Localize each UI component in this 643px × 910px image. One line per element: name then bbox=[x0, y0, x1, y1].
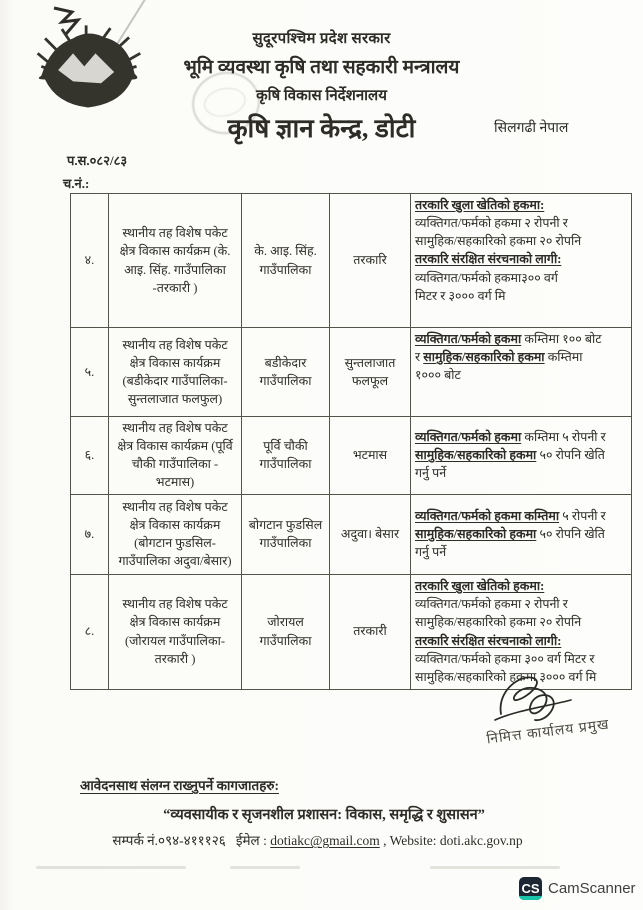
cell-program-name: स्थानीय तह विशेष पकेट क्षेत्र विकास कार्यक्रम (बोगटान फुडसिल- गाउँपालिका अदुवा/बेसार) bbox=[109, 494, 242, 574]
government-line: सुदूरपश्चिम प्रदेश सरकार bbox=[252, 31, 391, 47]
cell-serial-number: ८. bbox=[71, 574, 109, 689]
criteria-line: व्यक्तिगत/फर्मको हकमा कम्तिमा ५ रोपनी र bbox=[415, 430, 606, 445]
cell-municipality: बोगटान फुडसिल गाउँपालिका bbox=[242, 494, 330, 574]
criteria-line: व्यक्तिगत/फर्मको हकमा २ रोपनी र bbox=[415, 597, 568, 612]
dispatch-number: च.नं.: bbox=[63, 176, 90, 191]
criteria-line: सामुहिक/सहकारिको हकमा २० रोपनि bbox=[415, 615, 582, 630]
scan-streak-artifact bbox=[36, 866, 186, 869]
cell-support-criteria bbox=[411, 417, 632, 495]
cell-crop: भटमास bbox=[330, 417, 411, 495]
scan-streak-artifact bbox=[230, 866, 300, 869]
cell-serial-number: ७. bbox=[71, 494, 109, 574]
criteria-line: व्यक्तिगत/फर्मको हकमा ३०० वर्ग मिटर र bbox=[415, 651, 595, 666]
cell-program-name: स्थानीय तह विशेष पकेट क्षेत्र विकास कार्यक्रम (जोरायल गाउँपालिका- तरकारी ) bbox=[109, 574, 242, 689]
criteria-line: तरकारि संरक्षित संरचनाको लागी: bbox=[415, 252, 562, 267]
criteria-line: व्यक्तिगत/फर्मको हकमा कम्तिमा ५ रोपनी र bbox=[415, 508, 606, 523]
cell-support-criteria bbox=[411, 328, 632, 417]
cell-serial-number: ४. bbox=[71, 194, 109, 328]
criteria-line: व्यक्तिगत/फर्मको हकमा २ रोपनी र bbox=[415, 216, 568, 231]
criteria-line: तरकारि खुला खेतिको हकमा: bbox=[415, 579, 545, 594]
cell-crop: अदुवा। बेसार bbox=[330, 494, 411, 574]
website-address: doti.akc.gov.np bbox=[439, 833, 523, 848]
email-address: dotiakc@gmail.com bbox=[270, 833, 380, 848]
criteria-line: तरकारि संरक्षित संरचनाको लागी: bbox=[415, 633, 562, 648]
cell-serial-number: ५. bbox=[71, 328, 109, 417]
cell-program-name: स्थानीय तह विशेष पकेट क्षेत्र विकास कार्यक्रम (पूर्वि चौकी गाउँपालिका - भटमास) bbox=[109, 417, 242, 495]
contact-line bbox=[0, 831, 635, 849]
cell-crop: तरकारि bbox=[330, 194, 411, 328]
office-name: कृषि ज्ञान केन्द्र, डोटी bbox=[227, 114, 416, 143]
scan-streak-artifact bbox=[430, 866, 560, 869]
criteria-line: र सामुहिक/सहकारिको हकमा कम्तिमा bbox=[415, 350, 583, 365]
directorate-name: कृषि विकास निर्देशनालय bbox=[256, 88, 387, 104]
cell-municipality: के. आइ. सिंह. गाउँपालिका bbox=[242, 194, 330, 328]
criteria-line: १००० बोट bbox=[415, 368, 461, 383]
cell-program-name: स्थानीय तह विशेष पकेट क्षेत्र विकास कार्यक्रम (के. आइ. सिंह. गाउँपालिका -तरकारी ) bbox=[109, 194, 242, 328]
cell-municipality: पूर्वि चौकी गाउँपालिका bbox=[242, 417, 330, 495]
cell-crop: सुन्तलाजात फलफूल bbox=[330, 328, 411, 417]
office-location: सिलगढी नेपाल bbox=[494, 121, 569, 136]
criteria-line: सामुहिक/सहकारिको हकमा ३००० वर्ग मि bbox=[415, 669, 597, 684]
attachments-heading: आवेदनसाथ संलग्न राख्नुपर्ने कागजातहरु: bbox=[80, 778, 279, 793]
letter-number: प.स.०८२/८३ bbox=[67, 153, 128, 168]
program-table-body bbox=[71, 194, 632, 690]
cell-municipality: बडीकेदार गाउँपालिका bbox=[242, 328, 330, 417]
criteria-line: सामुहिक/सहकारिको हकमा ५० रोपनि खेति bbox=[415, 526, 605, 541]
table-row bbox=[71, 328, 632, 417]
cell-support-criteria bbox=[411, 194, 632, 328]
cell-municipality: जोरायल गाउँपालिका bbox=[242, 574, 330, 689]
table-row bbox=[71, 494, 632, 574]
contact-phone: सम्पर्क नं.०९४-४१११२६ bbox=[112, 833, 226, 848]
camscanner-watermark bbox=[519, 877, 636, 900]
table-row bbox=[71, 194, 632, 328]
cell-program-name: स्थानीय तह विशेष पकेट क्षेत्र विकास कार्यक्रम (बडीकेदार गाउँपालिका- सुन्तलाजात फलफुल) bbox=[109, 328, 242, 417]
signatory-title: निमित्त कार्यालय प्रमुख bbox=[485, 717, 611, 748]
office-motto: “व्यवसायीक र सृजनशील प्रशासन: विकास, समृद्धि र शुसासन” bbox=[163, 807, 485, 823]
criteria-line: सामुहिक/सहकारिको हकमा २० रोपनि bbox=[415, 234, 582, 249]
table-row bbox=[71, 417, 632, 495]
criteria-line: तरकारि खुला खेतिको हकमा: bbox=[415, 198, 545, 212]
email-label: ईमेल : bbox=[235, 833, 267, 848]
cell-support-criteria bbox=[411, 494, 632, 574]
criteria-line: व्यक्तिगत/फर्मको हकमा कम्तिमा १०० बोट bbox=[415, 332, 602, 346]
cell-serial-number: ६. bbox=[71, 417, 109, 495]
camscanner-logo-icon: CS bbox=[519, 877, 542, 900]
ministry-name: भूमि व्यवस्था कृषि तथा सहकारी मन्त्रालय bbox=[183, 57, 460, 78]
cell-crop: तरकारी bbox=[330, 574, 411, 689]
program-table bbox=[70, 193, 632, 690]
criteria-line: व्यक्तिगत/फर्मको हकमा३०० वर्ग bbox=[415, 270, 558, 285]
criteria-line: सामुहिक/सहकारिको हकमा ५० रोपनि खेति bbox=[415, 448, 605, 463]
website-label: , Website: bbox=[383, 833, 437, 848]
criteria-line: मिटर र ३००० वर्ग मि bbox=[415, 288, 506, 303]
camscanner-label: CamScanner bbox=[548, 880, 636, 897]
criteria-line: गर्नु पर्ने bbox=[415, 466, 447, 481]
criteria-line: गर्नु पर्ने bbox=[415, 545, 447, 560]
